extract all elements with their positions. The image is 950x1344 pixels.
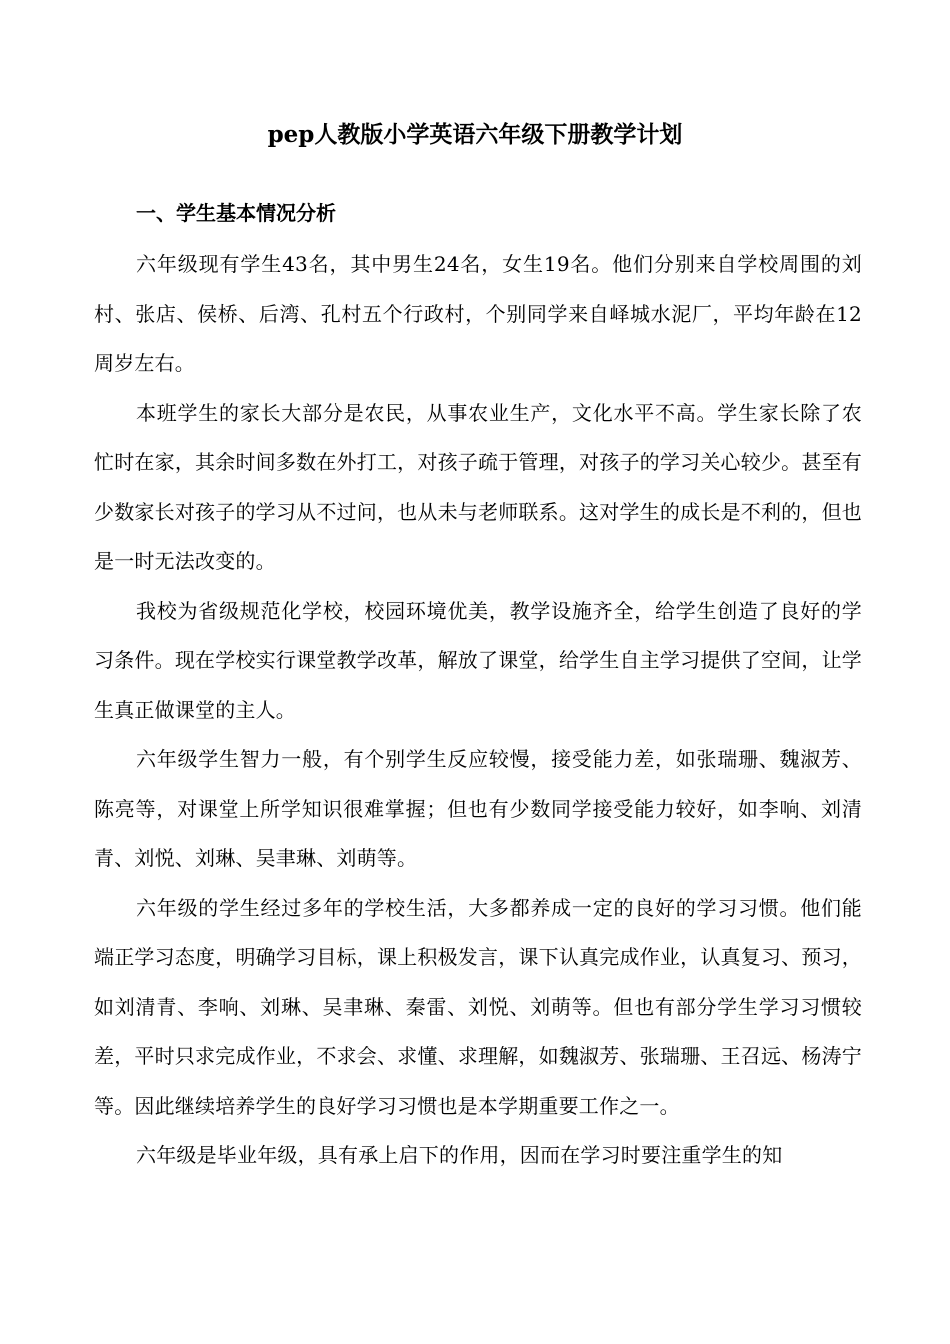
paragraph: 六年级的学生经过多年的学校生活，大多都养成一定的良好的学习习惯。他们能端正学习态度，明确学习目标，课上积极发言，课下认真完成作业，认真复习、预习，如刘清青、李响、刘琳、吴聿琳、秦雷、刘悦、刘萌等。但也有部分学生学习习惯较差，平时只求完成作业，不求会、求懂、求理解，如魏淑芳、张瑞珊、王召远、杨涛宁等。因此继续培养学生的良好学习习惯也是本学期重要工作之一。 — [94, 895, 862, 1118]
paragraph: 我校为省级规范化学校，校园环境优美，教学设施齐全，给学生创造了良好的学习条件。现在学校实行课堂教学改革，解放了课堂，给学生自主学习提供了空间，让学生真正做课堂的主人。 — [94, 598, 862, 722]
section-heading: 一、学生基本情况分析 — [136, 201, 336, 225]
paragraph: 六年级学生智力一般，有个别学生反应较慢，接受能力差，如张瑞珊、魏淑芳、陈亮等，对课堂上所学知识很难掌握；但也有少数同学接受能力较好，如李响、刘清青、刘悦、刘琳、吴聿琳、刘萌等。 — [94, 747, 862, 870]
document-body — [94, 240, 862, 1181]
paragraph: 本班学生的家长大部分是农民，从事农业生产，文化水平不高。学生家长除了农忙时在家，其余时间多数在外打工，对孩子疏于管理，对孩子的学习关心较少。甚至有少数家长对孩子的学习从不过问，也从未与老师联系。这对学生的成长是不利的，但也是一时无法改变的。 — [94, 400, 862, 573]
document-title: pep人教版小学英语六年级下册教学计划 — [267, 121, 683, 148]
paragraph: 六年级是毕业年级，具有承上启下的作用，因而在学习时要注重学生的知 — [136, 1143, 783, 1167]
paragraph: 六年级现有学生43名，其中男生24名，女生19名。他们分别来自学校周围的刘村、张店、侯桥、后湾、孔村五个行政村，个别同学来自峄城水泥厂，平均年龄在12周岁左右。 — [94, 252, 862, 375]
